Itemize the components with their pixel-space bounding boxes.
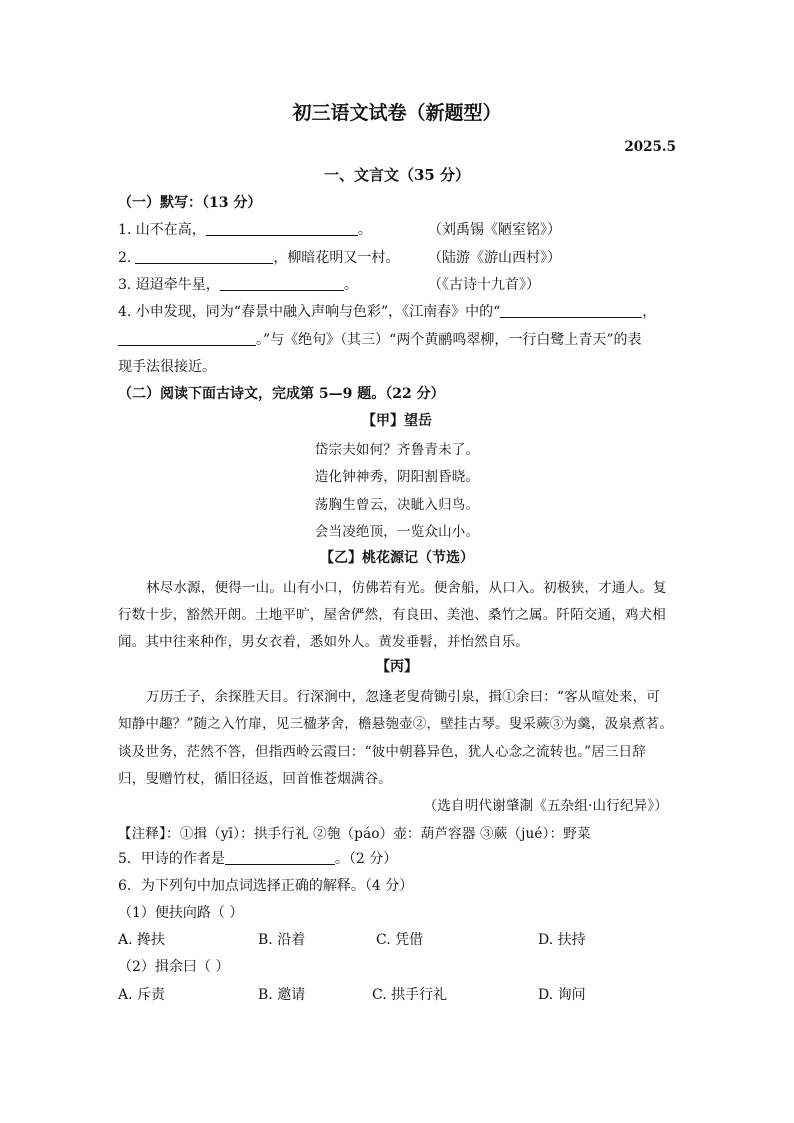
question-4-line-2 bbox=[118, 330, 641, 350]
poem-line: 岱宗夫如何？齐鲁青未了。 bbox=[314, 442, 480, 458]
question-4-text-b: ， bbox=[642, 304, 657, 320]
question-6-sub-1: （1）便扶向路（ ） bbox=[118, 905, 244, 921]
poem-jia-title: 【甲】望岳 bbox=[362, 413, 432, 429]
question-3 bbox=[118, 275, 358, 295]
question-2-text: ，柳暗花明又一村。 bbox=[273, 250, 400, 266]
option-a[interactable]: A. 斥责 bbox=[118, 987, 166, 1003]
question-4-line-3: 现手法很接近。 bbox=[118, 359, 216, 375]
passage-line: 谈及世务，茫然不答，但指西岭云霞曰：“彼中朝暮异色，犹人心念之流转也。”居三日辞 bbox=[118, 744, 647, 760]
option-c[interactable]: C. 拱手行礼 bbox=[372, 987, 448, 1003]
passage-bing-title: 【丙】 bbox=[376, 659, 418, 675]
passage-line: 闻。其中往来种作，男女衣着，悉如外人。黄发垂髫，并怡然自乐。 bbox=[118, 634, 529, 650]
question-1-text: 1. 山不在高， bbox=[118, 222, 206, 238]
option-b[interactable]: B. 沿着 bbox=[258, 932, 306, 948]
answer-blank-3[interactable] bbox=[220, 276, 344, 291]
question-3-end: 。 bbox=[343, 277, 358, 293]
passage-yi-title: 【乙】桃花源记（节选） bbox=[320, 550, 474, 566]
answer-blank-2[interactable] bbox=[135, 249, 273, 264]
passage-line: 行数十步，豁然开朗。土地平旷，屋舍俨然，有良田、美池、桑竹之属。阡陌交通，鸡犬相 bbox=[118, 607, 666, 623]
question-2-source: （陆游《游山西村》） bbox=[428, 250, 561, 266]
question-3-source: （《古诗十九首》） bbox=[428, 277, 540, 293]
answer-blank-4a[interactable] bbox=[500, 303, 642, 318]
passage-line: 林尽水源，便得一山。山有小口，仿佛若有光。便舍船，从口入。初极狭，才通人。复 bbox=[146, 580, 667, 596]
option-b[interactable]: B. 邀请 bbox=[258, 987, 306, 1003]
question-5-text: 5．甲诗的作者是 bbox=[118, 851, 225, 867]
poem-line: 造化钟神秀，阴阳割昏晓。 bbox=[314, 469, 480, 485]
question-4-text-c: 。”与《绝句》（其三）“两个黄鹂鸣翠柳，一行白鹭上青天”的表 bbox=[256, 332, 642, 348]
poem-line: 荡胸生曾云，决眦入归鸟。 bbox=[314, 497, 480, 513]
annotation-notes: 【注释】：①揖（yī）：拱手行礼 ②匏（páo）壶：葫芦容器 ③蕨（jué）：野菜 bbox=[118, 826, 591, 842]
answer-blank-1[interactable] bbox=[206, 221, 358, 236]
question-6: 6．为下列句中加点词选择正确的解释。（4 分） bbox=[118, 878, 414, 894]
question-2-number: 2. bbox=[118, 250, 132, 266]
page-title: 初三语文试卷（新题型） bbox=[292, 102, 502, 124]
option-c[interactable]: C. 凭借 bbox=[376, 932, 424, 948]
question-3-text: 3. 迢迢牵牛星， bbox=[118, 277, 220, 293]
option-a[interactable]: A. 搀扶 bbox=[118, 932, 166, 948]
poem-line: 会当凌绝顶，一览众山小。 bbox=[314, 524, 480, 540]
passage-source: （选自明代谢肇淛《五杂组·山行纪异》） bbox=[423, 798, 668, 814]
question-4-text-a: 4. 小申发现，同为“春景中融入声响与色彩”，《江南春》中的“ bbox=[118, 304, 501, 320]
option-d[interactable]: D. 询问 bbox=[538, 987, 586, 1003]
question-6-sub-2: （2）揖余曰（ ） bbox=[118, 959, 230, 975]
exam-date: 2025.5 bbox=[624, 139, 676, 155]
question-1 bbox=[118, 220, 372, 240]
question-5 bbox=[118, 849, 397, 869]
part1-heading: （一）默写：（13 分） bbox=[118, 195, 262, 211]
section-heading: 一、文言文（35 分） bbox=[323, 166, 471, 184]
question-4-line-1 bbox=[118, 302, 656, 322]
question-1-source: （刘禹锡《陋室铭》） bbox=[428, 222, 561, 238]
question-5-end: 。（2 分） bbox=[334, 851, 398, 867]
question-1-end: 。 bbox=[357, 222, 372, 238]
option-d[interactable]: D. 扶持 bbox=[538, 932, 586, 948]
answer-blank-4b[interactable] bbox=[118, 331, 256, 346]
passage-line: 归，叟赠竹杖，循旧径返，回首惟苍烟满谷。 bbox=[118, 771, 392, 787]
answer-blank-5[interactable] bbox=[225, 850, 335, 865]
passage-line: 万历壬子，余探胜天目。行深涧中，忽逢老叟荷锄引泉，揖①余曰：“客从喧处来，可 bbox=[146, 689, 661, 705]
passage-line: 知静中趣？”随之入竹扉，见三楹茅舍，檐悬匏壶②，壁挂古琴。叟采蕨③为羹，汲泉煮茗。 bbox=[118, 716, 674, 732]
question-2 bbox=[118, 248, 399, 268]
part2-heading: （二）阅读下面古诗文，完成第 5—9 题。（22 分） bbox=[118, 386, 445, 402]
